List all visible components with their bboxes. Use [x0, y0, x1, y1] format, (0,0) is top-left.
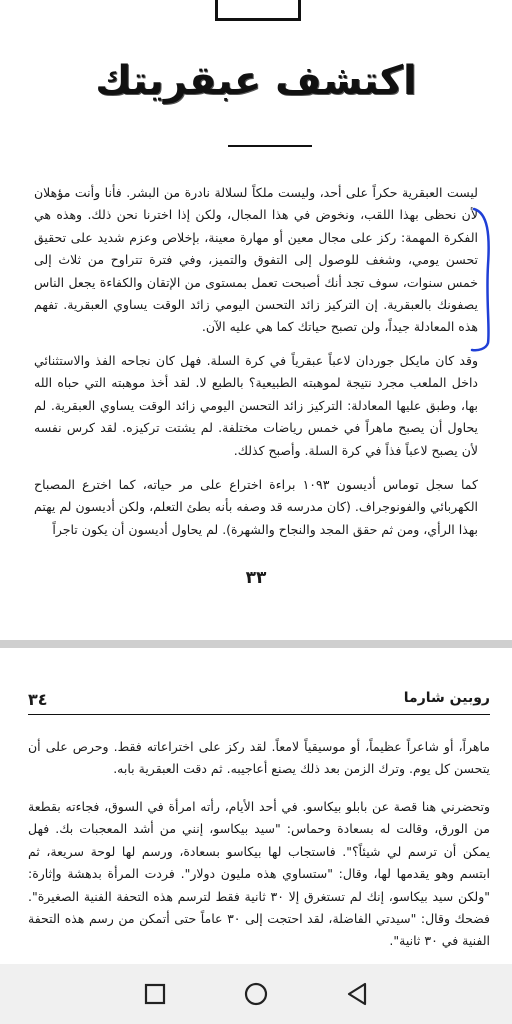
paragraph: وتحضرني هنا قصة عن بابلو بيكاسو. في أحد الأيام، رأته امرأة في السوق، فجاءته بقطعة من الورق، وقالت له بسعادة وحماس: "سيد بيكاسو، إنني من أشد المعجبات بك. فهل يمكن أن ترسم لي شيئاً؟". فاستجاب لها بيكاسو بسعادة، ورسم لها لوحة سريعة، ثم ابتسم وهو يقدمها لها، وقال: "ستساوي هذه مليون دولار". فردت المرأة بدهشة وإثارة: "ولكن سيد بيكاسو، إنك لم تستغرق إلا ٣٠ ثانية فقط لترسم هذه التحفة الفنية الصغيرة". فضحك وقال: "سيدتي الفاضلة، لقد احتجت إلى ٣٠ عاماً حتى أتمكن من رسم هذه التحفة الفنية في ٣٠ ثانية". [28, 799, 490, 949]
home-icon[interactable] [241, 979, 271, 1009]
back-icon[interactable] [343, 979, 373, 1009]
android-navigation-bar [0, 964, 512, 1024]
chapter-title: اكتشف عبقريتك [95, 58, 417, 104]
paragraph: كما سجل توماس أديسون ١٠٩٣ براءة اختراع على مر حياته، كما اخترع المصباح الكهربائي والفونوجراف. (كان مدرسه قد وصفه بأنه بطئ التعلم، ولكن أديسون لم يهتم بهذا الرأي، ومن ثم حقق المجد والنجاح والشهرة). لم يحاول أديسون أن يكون تاجراً [34, 477, 478, 537]
book-page-34 [0, 648, 512, 964]
page-number: ٣٣ [245, 568, 267, 588]
paragraph: ليست العبقرية حكراً على أحد، وليست ملكاً لسلالة نادرة من البشر. فأنا وأنت مؤهلان لأن نحظى بهذا اللقب، ونخوض في هذا المجال، ولكن إذا اخترنا نحن ذلك. وهذه هي الفكرة المهمة: ركز على مجال معين أو مهارة معينة، بإخلاص وعزم شديد على تحقيق تحسن يومي، وشغف للوصول إلى التفوق والتميز، وفي فترة تتراوح من ثلاث إلى خمس سنوات، سوف تجد أنك أصبحت تعمل بمستوى من الإتقان والكفاءة يجعل الناس يصفونك بالعبقرية. إن التركيز زائد التحسن اليومي زائد الوقت يساوي العبقرية. تفهم هذه المعادلة جيداً، ولن تصبح حياتك كما هي عليه الآن. [34, 185, 478, 335]
paragraph: ماهراً، أو شاعراً عظيماً، أو موسيقياً لامعاً. لقد ركز على اختراعاته فقط. وحرص على أن يتحسن كل يوم. وترك الزمن بعد ذلك يصنع أعاجيبه. ثم دقت العبقرية بابه. [28, 739, 490, 777]
page-header-decoration [215, 0, 301, 21]
title-divider [228, 145, 312, 147]
pen-annotation-bracket [470, 205, 510, 355]
page-gap [0, 640, 512, 648]
paragraph: وقد كان مايكل جوردان لاعباً عبقرياً في كرة السلة. فهل كان نجاحه الفذ والاستثنائي داخل الملعب مجرد نتيجة لموهبته الطبيعية؟ بالطبع لا. لقد أخذ موهبته التي حباه الله بها، وطبق عليها المعادلة: التركيز زائد التحسن اليومي زائد الوقت يساوي العبقرية. لم يحاول أن يصبح ماهراً في خمس رياضات مختلفة. لم يشتت تركيزه. لقد كرس نفسه لأن يصبح لاعباً فذاً في كرة السلة. وأصبح كذلك. [34, 353, 478, 458]
recent-apps-icon[interactable] [140, 979, 170, 1009]
running-header [28, 688, 490, 715]
page-number: ٣٤ [28, 690, 48, 709]
author-name: روبين شارما [403, 690, 490, 706]
